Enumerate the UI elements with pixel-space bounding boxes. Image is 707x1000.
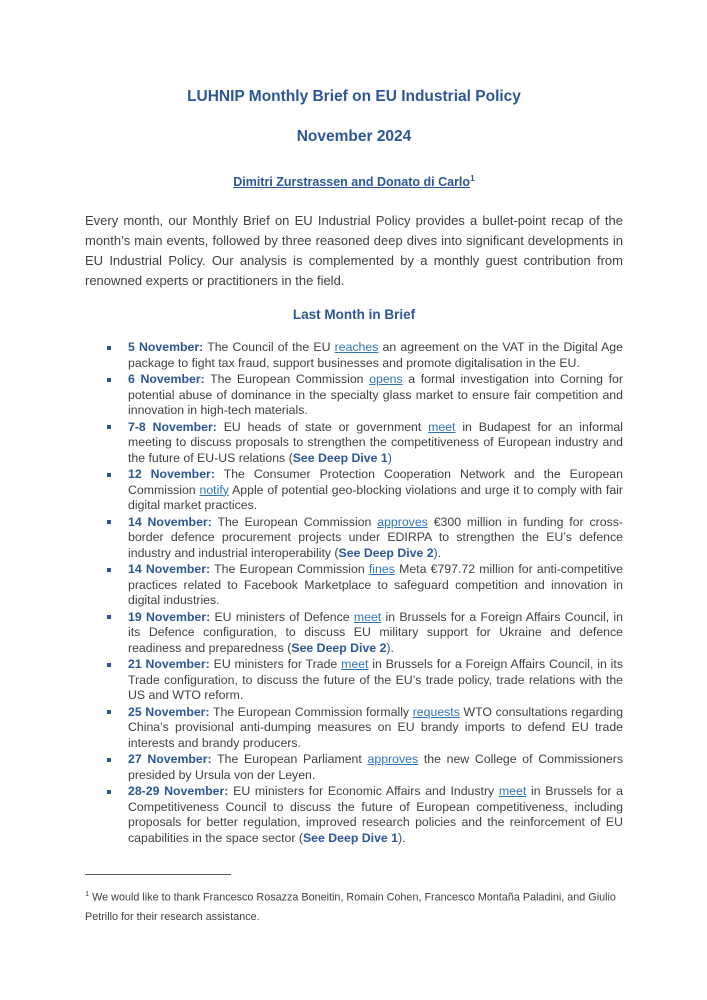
event-date-label: 25 November: [128,704,210,719]
event-text: Meta €797.72 million for anti-competitive practices related to Facebook Marketplace to safeguard competition and innovation in digital industries. [128,562,623,608]
authors-line [85,173,623,189]
event-text: . [390,640,394,655]
event-date-label: 28-29 November: [128,784,229,799]
event-text: in Brussels for a Foreign Affairs Council, in its Defence configuration, to discuss EU military support for Ukraine and defence readiness and preparedness ( [128,609,623,655]
event-text: in Budapest for an informal meeting to discuss proposals to strengthen the competitiveness of European industry and the future of EU-US relations ( [128,419,623,465]
event-date-label: 14 November: [128,562,211,577]
event-text: EU heads of state or government [216,419,429,434]
event-text: EU ministers for Trade [209,657,342,672]
event-text: a formal investigation into Corning for potential abuse of dominance in the specialty glass market to ensure fair competition and innovation in high-tech materials. [128,372,623,418]
brief-item [105,515,623,562]
brief-item [105,784,623,846]
event-text: the new College of Commissioners presided by Ursula von der Leyen. [128,752,623,782]
inline-link[interactable]: approves [377,514,428,529]
footnote-separator [85,874,231,875]
inline-link[interactable]: reaches [334,340,379,355]
intro-paragraph: Every month, our Monthly Brief on EU Industrial Policy provides a bullet-point recap of the month’s main events, followed by three reasoned deep dives into significant developments in EU Industrial Policy. Our analysis is complemented by a monthly guest contribution from renowned experts or practitioners in the field. [85,213,623,289]
event-date-label: 21 November: [128,657,210,672]
deep-dive-ref: See Deep Dive 1 [302,830,398,845]
brief-item [105,752,623,783]
inline-link[interactable]: requests [412,704,460,719]
brief-item [105,340,623,371]
event-text: ) [433,545,438,560]
event-text: The Consumer Protection Cooperation Network and the European Commission [128,467,623,497]
brief-item [105,705,623,752]
event-text: €300 million in funding for cross-border defence procurement projects under EDIRPA to strengthen the EU’s defence industry and industrial interoperability ( [128,514,623,560]
event-text: in Brussels for a Competitiveness Council to discuss the future of European competitiveness, including proposals for better regulation, improved research policies and the reinforcement of EU capabilities in the space sector ( [128,784,623,845]
event-text: Apple of potential geo-blocking violations and urge it to comply with fair digital market practices. [128,482,623,513]
event-date-label: 6 November: [128,372,205,387]
inline-link[interactable]: approves [367,752,419,767]
event-text: in Brussels for a Foreign Affairs Council, in its Trade configuration, to discuss the future of the EU’s trade policy, trade relations with the US and WTO reform. [128,657,623,703]
event-text: ) [387,450,392,465]
event-date-label: 27 November: [128,752,212,767]
event-date-label: 5 November: [128,340,204,355]
document-subtitle: November 2024 [296,128,412,145]
inline-link[interactable]: fines [368,562,395,577]
inline-link[interactable]: meet [353,609,382,624]
deep-dive-ref: See Deep Dive 2 [291,640,387,655]
event-date-label: 19 November: [128,609,211,624]
footnote-marker: 1 [85,889,90,898]
authors-link[interactable]: Dimitri Zurstrassen and Donato di Carlo [233,175,471,190]
event-text: The European Commission formally [209,704,413,719]
event-text: The European Commission [210,562,369,577]
authors-footnote-marker: 1 [470,173,475,183]
brief-item [105,372,623,419]
deep-dive-ref: See Deep Dive 2 [338,545,434,560]
footnote-body: We would like to thank Francesco Rosazza Boneitin, Romain Cohen, Francesco Montaña Paladini, and Giulio Petrillo for their research assistance. [85,891,616,923]
footnote-text [85,884,623,927]
inline-link[interactable]: meet [498,784,527,799]
event-text: EU ministers of Defence [210,609,354,624]
event-text: an agreement on the VAT in the Digital Age package to fight tax fraud, support businesses and promote digitalisation in the EU. [128,340,623,370]
event-date-label: 7-8 November: [128,419,217,434]
section-heading: Last Month in Brief [292,307,416,323]
event-text: The European Commission [211,514,378,529]
inline-link[interactable]: notify [199,482,229,497]
event-text: WTO consultations regarding China’s provisional anti-dumping measures on EU brandy imports to defend EU trade interests and brandy producers. [128,704,623,750]
deep-dive-ref: See Deep Dive 1 [292,450,388,465]
document-title: LUHNIP Monthly Brief on EU Industrial Policy [187,88,521,105]
event-text: The European Commission [204,372,370,387]
event-text: . [402,830,406,845]
event-text: . [437,545,442,560]
brief-item [105,467,623,514]
inline-link[interactable]: meet [341,657,369,672]
footnote-area [85,874,623,927]
brief-item [105,657,623,704]
event-text: EU ministers for Economic Affairs and Industry [228,784,499,799]
brief-list [85,340,623,846]
event-text: ) [386,640,391,655]
event-text: The European Parliament [211,752,368,767]
event-date-label: 12 November: [128,467,215,482]
event-date-label: 14 November: [128,514,212,529]
inline-link[interactable]: opens [369,372,403,387]
inline-link[interactable]: meet [428,419,456,434]
event-text: The Council of the EU [203,340,335,355]
brief-item [105,420,623,467]
event-text: ) [398,830,403,845]
brief-item [105,610,623,657]
brief-item [105,562,623,609]
